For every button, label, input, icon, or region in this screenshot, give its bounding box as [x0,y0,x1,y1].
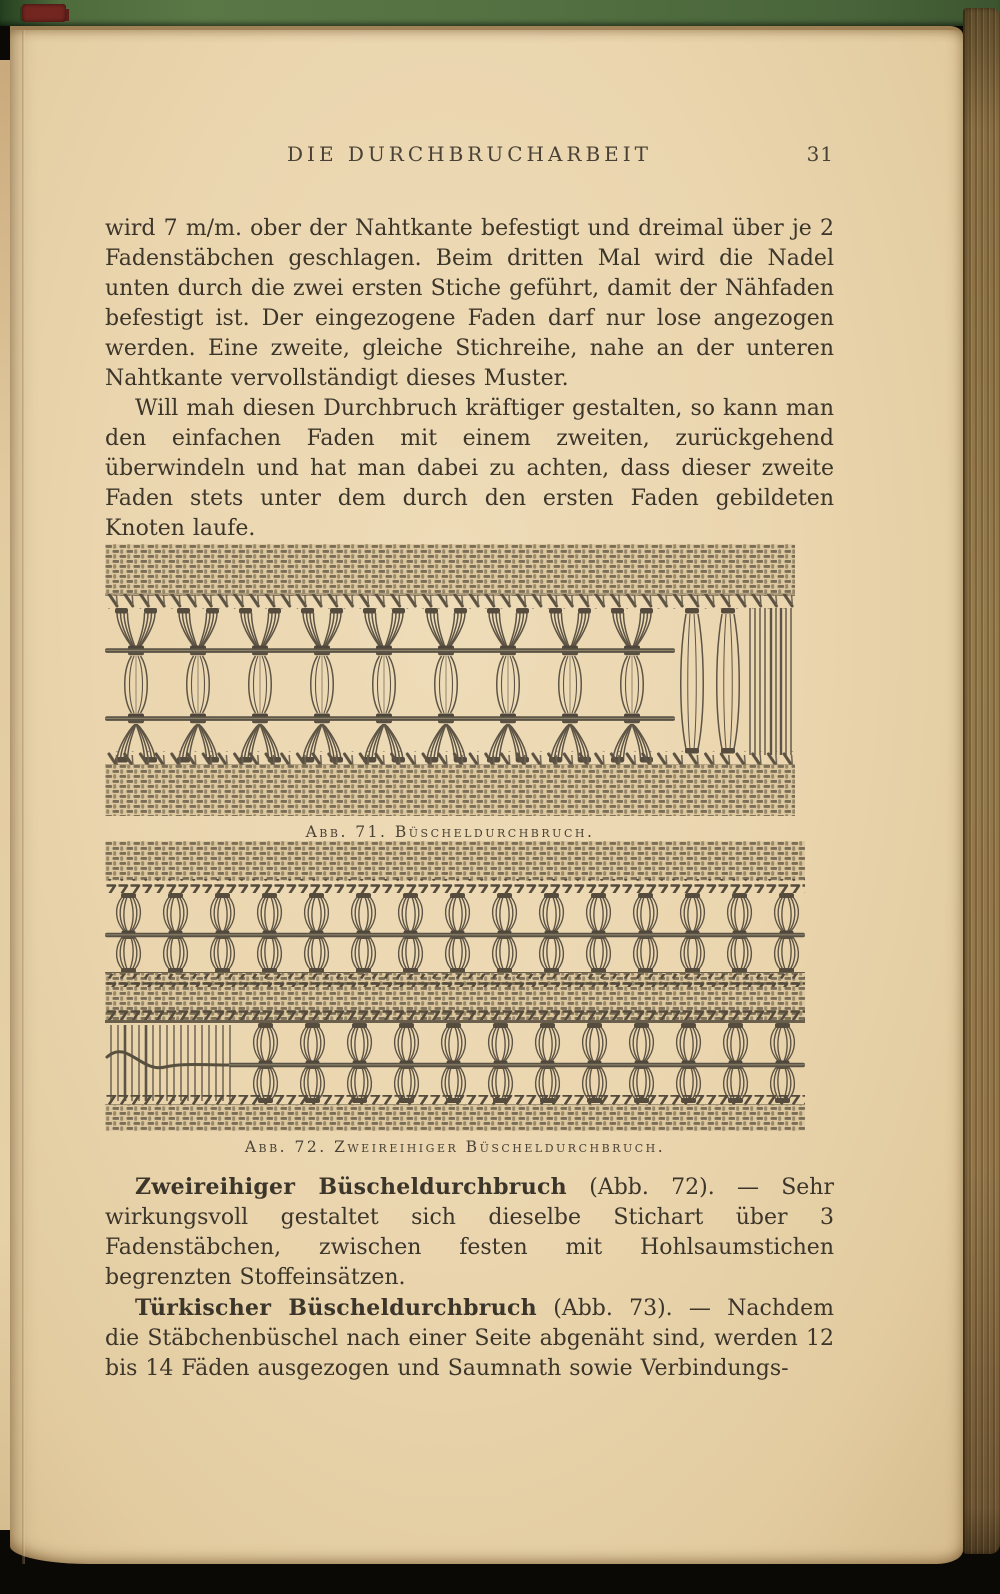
book-page [10,26,963,1564]
paragraph-4-lead: Türkischer Büscheldurchbruch [135,1295,537,1321]
page-content [105,142,834,1384]
paragraph-1: wird 7 m/m. ober der Nahtkante befestigt und dreimal über je 2 Fadenstäbchen geschlagen. Beim dritten Mal wird die Nadel unten durch die zwei ersten Stiche geführt, damit der Nähfaden befestigt ist. Der eingezogene Faden darf nur lose angezogen werden. Eine zweite, gleiche Stichreihe, nahe an der unteren Nahtkante vervollständigt dieses Muster. [105,216,834,391]
paragraph-4 [105,1293,834,1384]
running-head [105,142,834,170]
figure-71 [105,544,795,841]
figure-71-caption: Abb. 71. Büscheldurchbruch. [305,823,595,841]
paragraph-3 [105,1172,834,1293]
figure-72 [105,841,805,1156]
paragraph-3-text: (Abb. 72). — Sehr wirkungsvoll gestaltet sich dieselbe Stichart über 3 Fadenstäbchen, zwischen festen mit Hohlsaumstichen begrenzten Stoffeinsätzen. [105,1175,834,1290]
page-number: 31 [806,142,835,166]
figure-72-caption: Abb. 72. Zweireihiger Büscheldurchbruch. [244,1138,666,1156]
paragraph-4-text: (Abb. 73). — Nachdem die Stäbchenbüschel nach einer Seite abgenäht sind, werden 12 bis 14 Fäden ausgezogen und Saumnath sowie Verbindungs- [105,1296,834,1381]
page-fore-edge [963,8,1000,1554]
paragraph-3-lead: Zweireihiger Büscheldurchbruch [135,1174,567,1200]
underlying-page-edge [0,60,10,1530]
page-crease [22,30,25,1564]
cover-spine-ornament [22,4,66,22]
figure-72-engraving [105,841,805,1131]
figure-71-engraving [105,544,795,816]
chapter-title: DIE DURCHBRUCHARBEIT [287,142,652,166]
book-cover-top [0,0,1000,26]
paragraph-2: Will mah diesen Durchbruch kräftiger gestalten, so kann man den einfachen Faden mit einem zweiten, zurückgehend überwindeln und hat man dabei zu achten, dass dieser zweite Faden stets unter dem durch den ersten Faden gebildeten Knoten laufe. [105,396,834,541]
